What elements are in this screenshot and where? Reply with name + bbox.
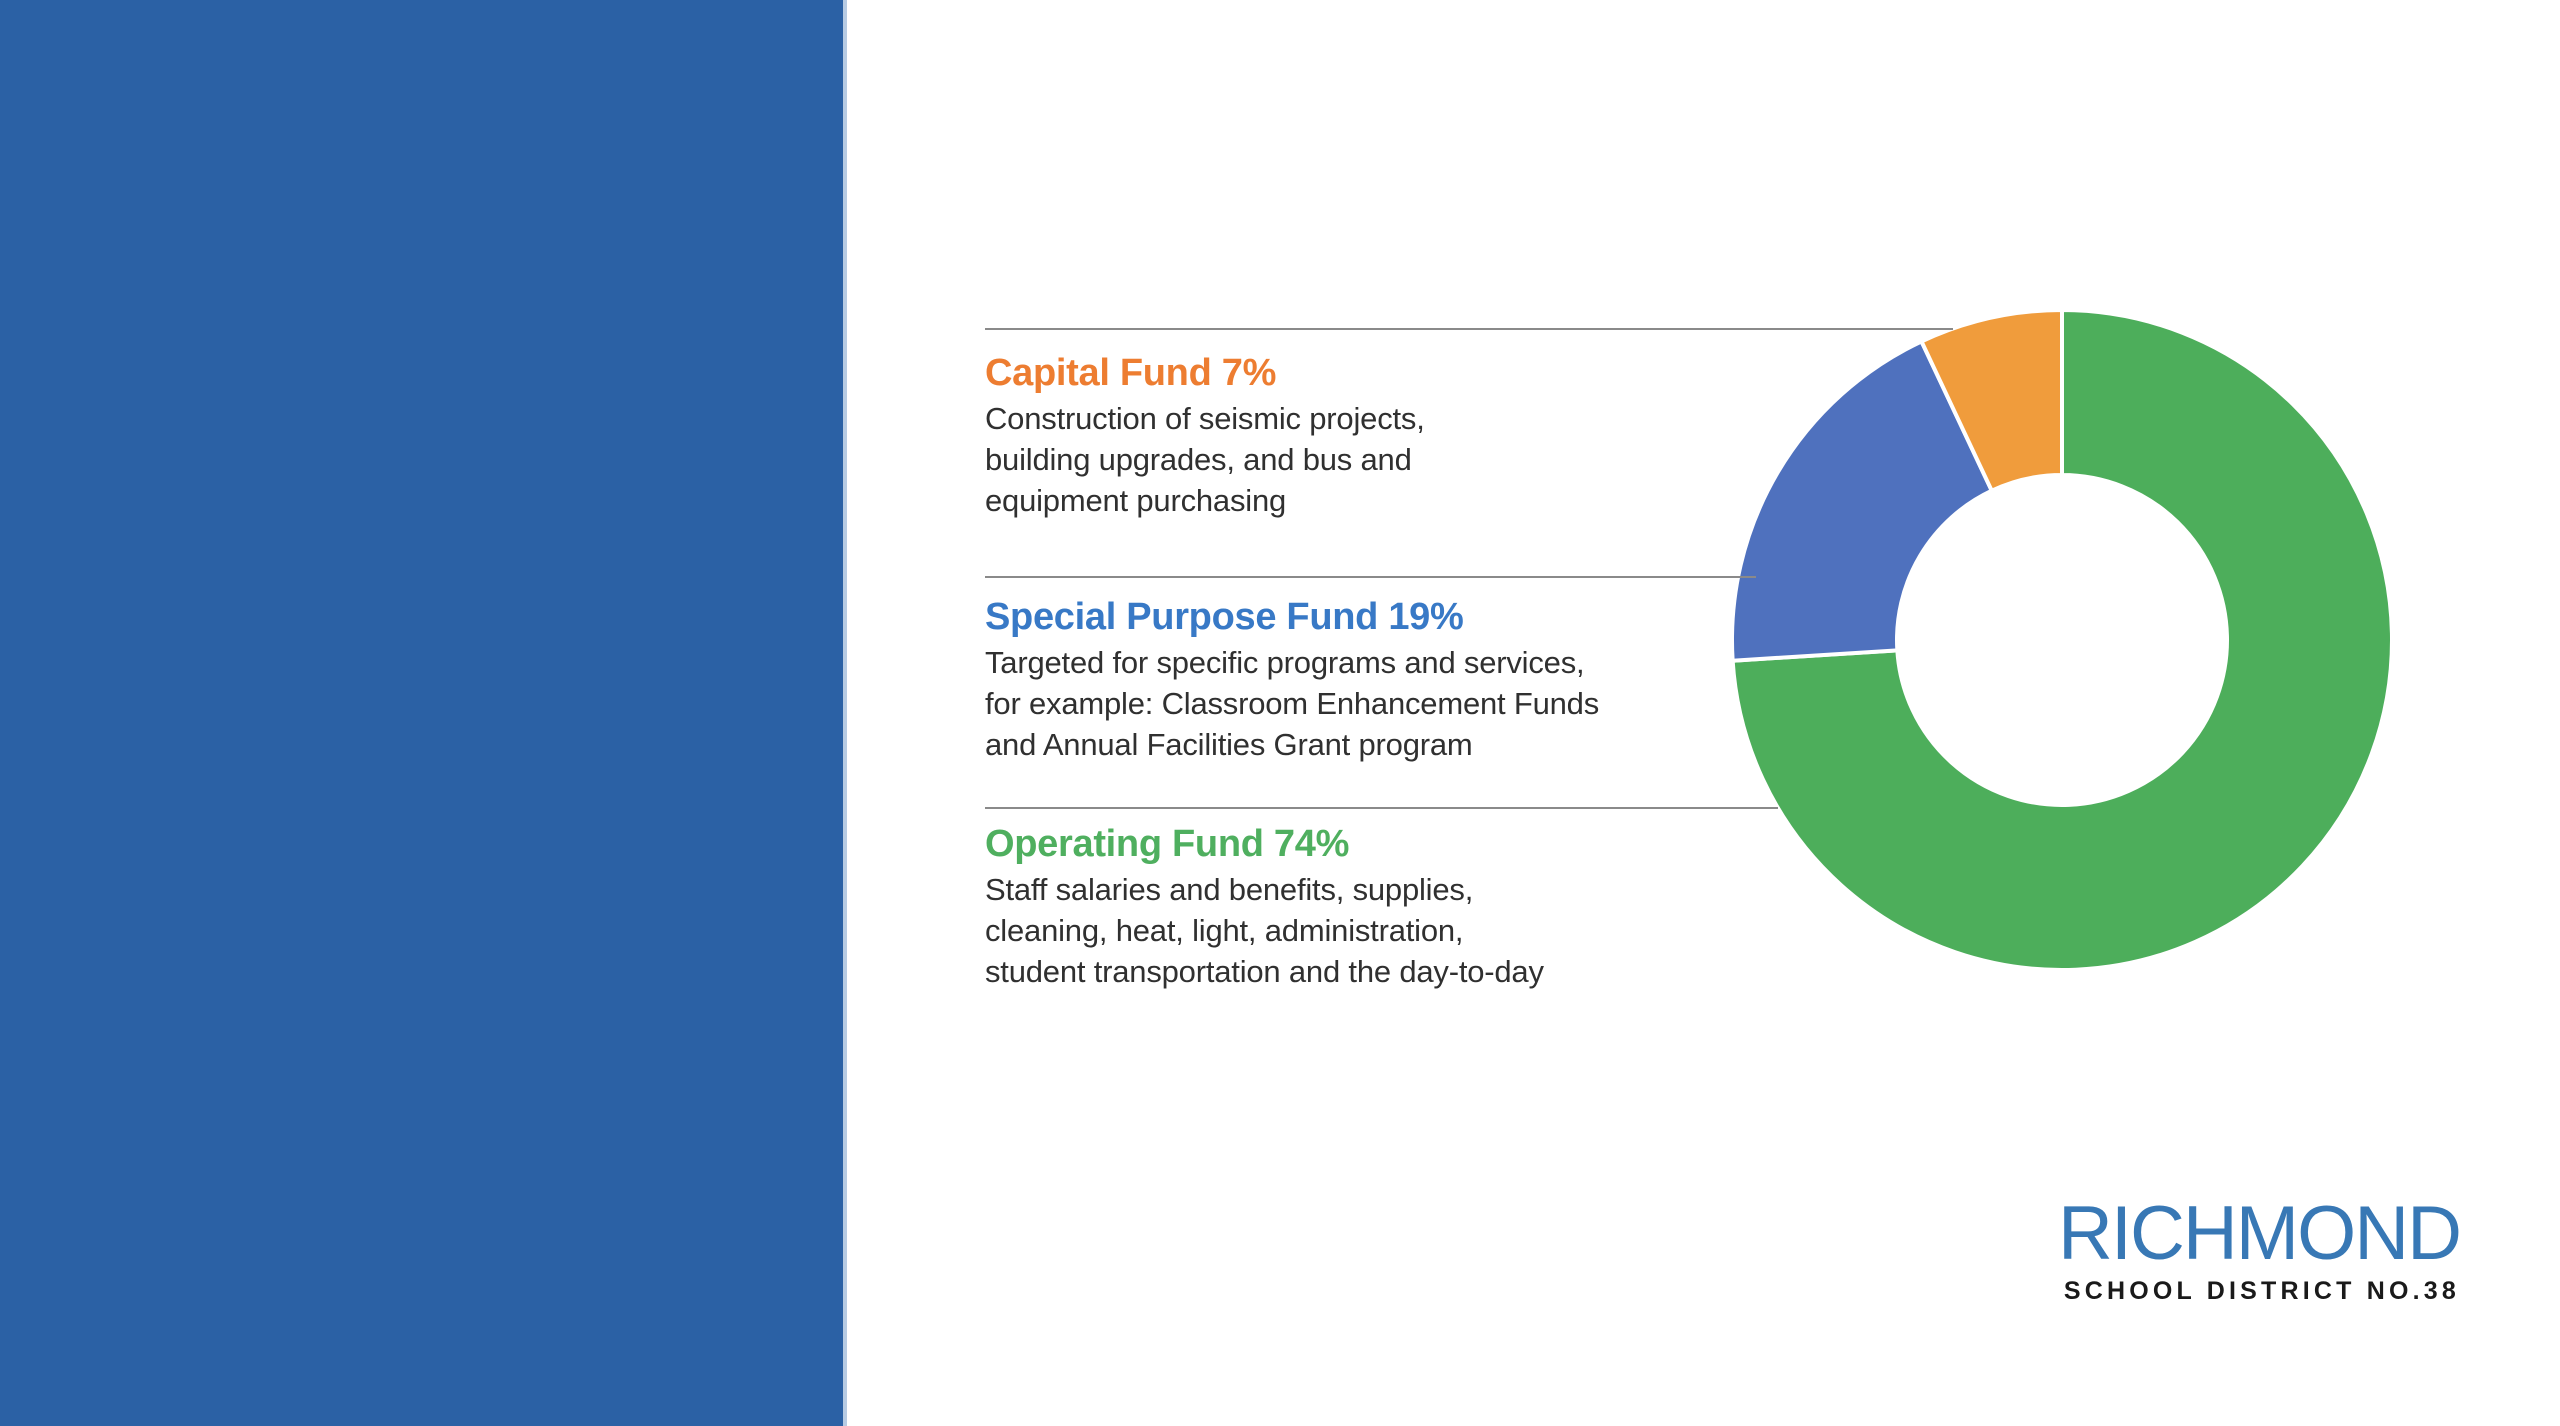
capital-fund-description — [985, 398, 1815, 521]
special-purpose-fund-title: Special Purpose Fund 19% — [985, 596, 1464, 638]
donut-chart — [1726, 304, 2398, 976]
logo-wordmark: RICHMOND — [2058, 1191, 2460, 1276]
leader-line-capital-fund — [985, 328, 1953, 330]
leader-line-special-purpose-fund — [985, 576, 1756, 578]
leader-line-operating-fund — [985, 807, 1778, 809]
left-accent-panel — [0, 0, 847, 1426]
logo-tagline: SCHOOL DISTRICT NO.38 — [2063, 1277, 2460, 1305]
operating-fund-title: Operating Fund 74% — [985, 823, 1350, 865]
section-capital-fund — [985, 348, 1815, 521]
description-line: cleaning, heat, light, administration, — [985, 913, 1464, 948]
district-logo — [2052, 1191, 2460, 1305]
section-operating-fund — [985, 819, 1815, 992]
section-special-purpose-fund — [985, 592, 1815, 765]
operating-fund-description — [985, 869, 1815, 992]
description-line: Staff salaries and benefits, supplies, — [985, 872, 1474, 907]
description-line: building upgrades, and bus and — [985, 442, 1412, 477]
description-line: for example: Classroom Enhancement Funds — [985, 686, 1600, 721]
special-purpose-fund-description — [985, 642, 1815, 765]
description-line: equipment purchasing — [985, 483, 1287, 518]
capital-fund-title: Capital Fund 7% — [985, 352, 1277, 394]
description-line: Construction of seismic projects, — [985, 401, 1425, 436]
description-line: Targeted for specific programs and services, — [985, 645, 1585, 680]
description-line: and Annual Facilities Grant program — [985, 727, 1473, 762]
description-line: student transportation and the day-to-day — [985, 954, 1544, 989]
